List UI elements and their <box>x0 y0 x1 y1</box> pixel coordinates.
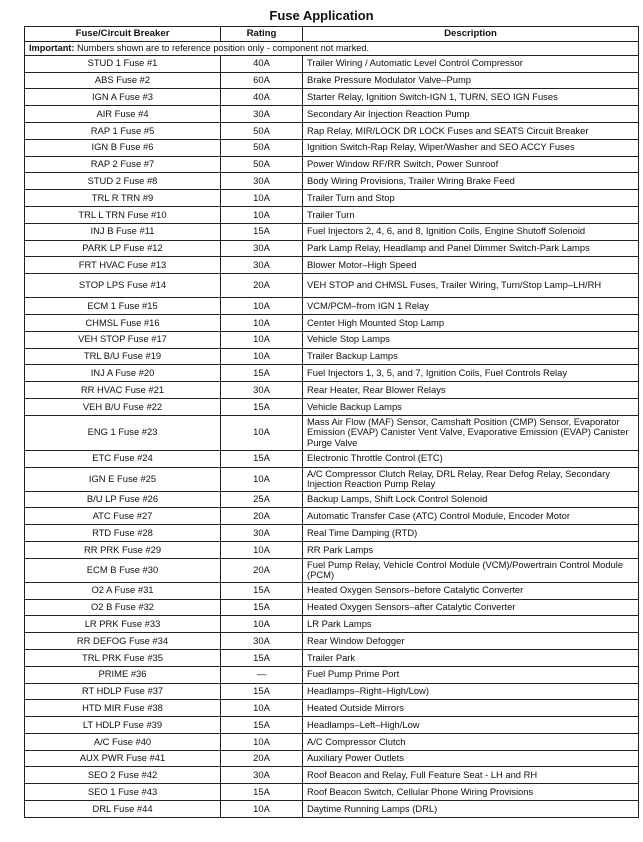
description-cell: Daytime Running Lamps (DRL) <box>303 801 639 818</box>
description-cell: Blower Motor–High Speed <box>303 257 639 274</box>
description-cell: Trailer Turn and Stop <box>303 190 639 207</box>
table-row <box>25 649 639 666</box>
rating-cell: 10A <box>221 331 303 348</box>
table-row <box>25 491 639 508</box>
table-row <box>25 666 639 683</box>
description-cell: Roof Beacon Switch, Cellular Phone Wiring Provisions <box>303 784 639 801</box>
description-cell: A/C Compressor Clutch <box>303 733 639 750</box>
table-row <box>25 582 639 599</box>
fuse-name-cell: SEO 1 Fuse #43 <box>25 784 221 801</box>
table-row <box>25 733 639 750</box>
description-cell: Real Time Damping (RTD) <box>303 525 639 542</box>
table-row <box>25 106 639 123</box>
fuse-name-cell: STUD 2 Fuse #8 <box>25 173 221 190</box>
rating-cell: 10A <box>221 348 303 365</box>
description-cell: Power Window RF/RR Switch, Power Sunroof <box>303 156 639 173</box>
description-cell: Automatic Transfer Case (ATC) Control Module, Encoder Motor <box>303 508 639 525</box>
rating-cell: 30A <box>221 173 303 190</box>
rating-cell: 50A <box>221 156 303 173</box>
table-row <box>25 700 639 717</box>
rating-cell: 50A <box>221 122 303 139</box>
table-row <box>25 89 639 106</box>
fuse-name-cell: ETC Fuse #24 <box>25 450 221 467</box>
table-row <box>25 365 639 382</box>
fuse-application-table <box>24 26 639 818</box>
rating-cell: 60A <box>221 72 303 89</box>
fuse-name-cell: RR HVAC Fuse #21 <box>25 382 221 399</box>
column-header-fuse: Fuse/Circuit Breaker <box>25 27 221 42</box>
description-cell: Auxiliary Power Outlets <box>303 750 639 767</box>
table-row <box>25 508 639 525</box>
rating-cell: 15A <box>221 599 303 616</box>
rating-cell: 10A <box>221 700 303 717</box>
description-cell: Trailer Park <box>303 649 639 666</box>
rating-cell: 15A <box>221 649 303 666</box>
fuse-name-cell: SEO 2 Fuse #42 <box>25 767 221 784</box>
rating-cell: 15A <box>221 683 303 700</box>
rating-cell: 15A <box>221 717 303 734</box>
description-cell: Heated Outside Mirrors <box>303 700 639 717</box>
description-cell: Fuel Injectors 2, 4, 6, and 8, Ignition Coils, Engine Shutoff Solenoid <box>303 223 639 240</box>
fuse-name-cell: ECM 1 Fuse #15 <box>25 298 221 315</box>
fuse-name-cell: ECM B Fuse #30 <box>25 558 221 582</box>
description-cell: Secondary Air Injection Reaction Pump <box>303 106 639 123</box>
table-row <box>25 683 639 700</box>
rating-cell: 15A <box>221 223 303 240</box>
description-cell: VEH STOP and CHMSL Fuses, Trailer Wiring, Turn/Stop Lamp–LH/RH <box>303 274 639 298</box>
description-cell: Headlamps–Left–High/Low <box>303 717 639 734</box>
description-cell: VCM/PCM–from IGN 1 Relay <box>303 298 639 315</box>
fuse-name-cell: INJ A Fuse #20 <box>25 365 221 382</box>
rating-cell: 20A <box>221 274 303 298</box>
fuse-name-cell: IGN B Fuse #6 <box>25 139 221 156</box>
fuse-name-cell: ENG 1 Fuse #23 <box>25 415 221 450</box>
fuse-name-cell: PARK LP Fuse #12 <box>25 240 221 257</box>
table-row <box>25 599 639 616</box>
rating-cell: — <box>221 666 303 683</box>
description-cell: Rap Relay, MIR/LOCK DR LOCK Fuses and SEATS Circuit Breaker <box>303 122 639 139</box>
table-row <box>25 382 639 399</box>
rating-cell: 40A <box>221 55 303 72</box>
table-row <box>25 525 639 542</box>
rating-cell: 30A <box>221 633 303 650</box>
description-cell: Park Lamp Relay, Headlamp and Panel Dimmer Switch-Park Lamps <box>303 240 639 257</box>
column-header-description: Description <box>303 27 639 42</box>
description-cell: Trailer Backup Lamps <box>303 348 639 365</box>
rating-cell: 10A <box>221 541 303 558</box>
description-cell: Body Wiring Provisions, Trailer Wiring Brake Feed <box>303 173 639 190</box>
table-row <box>25 633 639 650</box>
table-row <box>25 274 639 298</box>
fuse-name-cell: O2 B Fuse #32 <box>25 599 221 616</box>
description-cell: Brake Pressure Modulator Valve–Pump <box>303 72 639 89</box>
description-cell: Trailer Turn <box>303 206 639 223</box>
table-row <box>25 398 639 415</box>
description-cell: Headlamps–Right–High/Low) <box>303 683 639 700</box>
rating-cell: 25A <box>221 491 303 508</box>
table-row <box>25 767 639 784</box>
rating-cell: 20A <box>221 558 303 582</box>
table-row <box>25 139 639 156</box>
fuse-name-cell: PRIME #36 <box>25 666 221 683</box>
rating-cell: 15A <box>221 582 303 599</box>
description-cell: Fuel Pump Relay, Vehicle Control Module (VCM)/Powertrain Control Module (PCM) <box>303 558 639 582</box>
fuse-name-cell: A/C Fuse #40 <box>25 733 221 750</box>
table-row <box>25 240 639 257</box>
fuse-name-cell: TRL B/U Fuse #19 <box>25 348 221 365</box>
description-cell: Starter Relay, Ignition Switch-IGN 1, TURN, SEO IGN Fuses <box>303 89 639 106</box>
table-row <box>25 156 639 173</box>
fuse-name-cell: ABS Fuse #2 <box>25 72 221 89</box>
description-cell: Rear Window Defogger <box>303 633 639 650</box>
fuse-name-cell: INJ B Fuse #11 <box>25 223 221 240</box>
fuse-name-cell: VEH B/U Fuse #22 <box>25 398 221 415</box>
important-note-text: Numbers shown are to reference position only - component not marked. <box>74 43 370 54</box>
description-cell: Backup Lamps, Shift Lock Control Solenoid <box>303 491 639 508</box>
table-row <box>25 717 639 734</box>
important-note-label: Important: <box>29 43 75 54</box>
description-cell: Roof Beacon and Relay, Full Feature Seat - LH and RH <box>303 767 639 784</box>
table-row <box>25 348 639 365</box>
rating-cell: 50A <box>221 139 303 156</box>
description-cell: Electronic Throttle Control (ETC) <box>303 450 639 467</box>
fuse-name-cell: LT HDLP Fuse #39 <box>25 717 221 734</box>
rating-cell: 30A <box>221 257 303 274</box>
table-row <box>25 173 639 190</box>
rating-cell: 40A <box>221 89 303 106</box>
description-cell: Trailer Wiring / Automatic Level Control Compressor <box>303 55 639 72</box>
description-cell: LR Park Lamps <box>303 616 639 633</box>
table-row <box>25 257 639 274</box>
rating-cell: 15A <box>221 398 303 415</box>
description-cell: Rear Heater, Rear Blower Relays <box>303 382 639 399</box>
fuse-name-cell: IGN A Fuse #3 <box>25 89 221 106</box>
rating-cell: 20A <box>221 750 303 767</box>
rating-cell: 30A <box>221 240 303 257</box>
fuse-name-cell: RR DEFOG Fuse #34 <box>25 633 221 650</box>
fuse-name-cell: RAP 1 Fuse #5 <box>25 122 221 139</box>
rating-cell: 10A <box>221 801 303 818</box>
fuse-name-cell: RAP 2 Fuse #7 <box>25 156 221 173</box>
description-cell: Center High Mounted Stop Lamp <box>303 314 639 331</box>
fuse-name-cell: B/U LP Fuse #26 <box>25 491 221 508</box>
rating-cell: 10A <box>221 733 303 750</box>
description-cell: Vehicle Backup Lamps <box>303 398 639 415</box>
fuse-name-cell: DRL Fuse #44 <box>25 801 221 818</box>
rating-cell: 10A <box>221 616 303 633</box>
description-cell: Vehicle Stop Lamps <box>303 331 639 348</box>
table-row <box>25 223 639 240</box>
fuse-name-cell: HTD MIR Fuse #38 <box>25 700 221 717</box>
rating-cell: 10A <box>221 415 303 450</box>
rating-cell: 10A <box>221 467 303 491</box>
fuse-name-cell: TRL R TRN #9 <box>25 190 221 207</box>
table-row <box>25 801 639 818</box>
table-row <box>25 616 639 633</box>
fuse-name-cell: TRL L TRN Fuse #10 <box>25 206 221 223</box>
table-row <box>25 541 639 558</box>
description-cell: Fuel Injectors 1, 3, 5, and 7, Ignition Coils, Fuel Controls Relay <box>303 365 639 382</box>
table-row <box>25 331 639 348</box>
table-header-row <box>25 27 639 42</box>
table-body <box>25 42 639 818</box>
description-cell: Heated Oxygen Sensors–before Catalytic Converter <box>303 582 639 599</box>
rating-cell: 30A <box>221 525 303 542</box>
important-note-row <box>25 42 639 56</box>
table-row <box>25 415 639 450</box>
fuse-name-cell: IGN E Fuse #25 <box>25 467 221 491</box>
rating-cell: 20A <box>221 508 303 525</box>
table-row <box>25 298 639 315</box>
fuse-name-cell: STOP LPS Fuse #14 <box>25 274 221 298</box>
rating-cell: 10A <box>221 314 303 331</box>
description-cell: Heated Oxygen Sensors–after Catalytic Converter <box>303 599 639 616</box>
fuse-name-cell: RTD Fuse #28 <box>25 525 221 542</box>
rating-cell: 15A <box>221 450 303 467</box>
table-row <box>25 55 639 72</box>
fuse-name-cell: VEH STOP Fuse #17 <box>25 331 221 348</box>
description-cell: Fuel Pump Prime Port <box>303 666 639 683</box>
page-title: Fuse Application <box>269 8 374 23</box>
fuse-name-cell: O2 A Fuse #31 <box>25 582 221 599</box>
fuse-name-cell: FRT HVAC Fuse #13 <box>25 257 221 274</box>
fuse-name-cell: TRL PRK Fuse #35 <box>25 649 221 666</box>
rating-cell: 30A <box>221 382 303 399</box>
fuse-name-cell: LR PRK Fuse #33 <box>25 616 221 633</box>
rating-cell: 15A <box>221 784 303 801</box>
table-row <box>25 558 639 582</box>
fuse-name-cell: CHMSL Fuse #16 <box>25 314 221 331</box>
fuse-name-cell: STUD 1 Fuse #1 <box>25 55 221 72</box>
table-row <box>25 467 639 491</box>
table-row <box>25 206 639 223</box>
rating-cell: 10A <box>221 298 303 315</box>
fuse-name-cell: RT HDLP Fuse #37 <box>25 683 221 700</box>
description-cell: A/C Compressor Clutch Relay, DRL Relay, Rear Defog Relay, Secondary Injection Reaction Pump Relay <box>303 467 639 491</box>
description-cell: RR Park Lamps <box>303 541 639 558</box>
rating-cell: 15A <box>221 365 303 382</box>
description-cell: Mass Air Flow (MAF) Sensor, Camshaft Position (CMP) Sensor, Evaporator Emission (EVAP) Canister Vent Valve, Evaporative Emission (EVAP) Canister Purge Valve <box>303 415 639 450</box>
fuse-name-cell: AUX PWR Fuse #41 <box>25 750 221 767</box>
rating-cell: 10A <box>221 206 303 223</box>
table-row <box>25 190 639 207</box>
table-row <box>25 122 639 139</box>
rating-cell: 10A <box>221 190 303 207</box>
table-row <box>25 750 639 767</box>
fuse-name-cell: ATC Fuse #27 <box>25 508 221 525</box>
fuse-name-cell: RR PRK Fuse #29 <box>25 541 221 558</box>
important-note <box>25 42 639 56</box>
fuse-name-cell: AIR Fuse #4 <box>25 106 221 123</box>
rating-cell: 30A <box>221 106 303 123</box>
column-header-rating: Rating <box>221 27 303 42</box>
description-cell: Ignition Switch-Rap Relay, Wiper/Washer and SEO ACCY Fuses <box>303 139 639 156</box>
table-row <box>25 450 639 467</box>
rating-cell: 30A <box>221 767 303 784</box>
table-row <box>25 314 639 331</box>
table-row <box>25 72 639 89</box>
table-row <box>25 784 639 801</box>
